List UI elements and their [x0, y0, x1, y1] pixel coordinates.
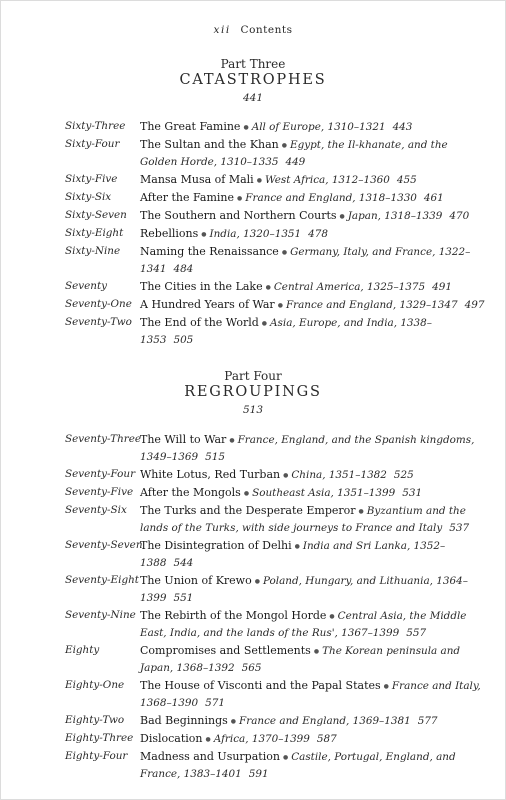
chapter-subtitle: Central Asia, the Middle East, India, and the lands of the Rus', 1367–1399: [140, 610, 467, 639]
chapter-title: White Lotus, Red Turban: [140, 468, 281, 481]
part-three-entries: [65, 118, 485, 349]
chapter-number: Eighty-Two: [65, 714, 125, 726]
chapter-subtitle: West Africa, 1312–1360: [264, 174, 390, 186]
chapter-page-number: 557: [406, 627, 427, 639]
chapter-subtitle: Castile, Portugal, England, and France, 1383–1401: [140, 751, 456, 780]
chapter-number: Sixty-Seven: [65, 209, 127, 221]
part-four-entries: [65, 431, 485, 783]
bullet-separator-icon: ●: [339, 212, 345, 220]
chapter-text: [140, 572, 485, 607]
bullet-separator-icon: ●: [254, 577, 260, 585]
chapter-page-number: 525: [393, 469, 414, 481]
chapter-subtitle: Byzantium and the lands of the Turks, with side journeys to France and Italy: [140, 505, 466, 534]
chapter-page-number: 544: [173, 557, 194, 569]
chapter-title: Dislocation: [140, 732, 203, 745]
part-label: Part Four: [224, 369, 282, 383]
bullet-separator-icon: ●: [229, 436, 235, 444]
chapter-subtitle: Germany, Italy, and France, 1322–1341: [140, 246, 471, 275]
toc-entry: [65, 730, 485, 748]
chapter-text: [140, 502, 485, 537]
chapter-title: The Turks and the Desperate Emperor: [140, 504, 356, 517]
bullet-separator-icon: ●: [294, 542, 300, 550]
bullet-separator-icon: ●: [281, 248, 288, 256]
toc-entry: [65, 431, 485, 466]
toc-entry: [65, 607, 485, 642]
chapter-number: Seventy-Three: [65, 433, 142, 445]
bullet-separator-icon: ●: [329, 612, 335, 620]
chapter-number: Seventy-Six: [65, 504, 127, 516]
bullet-separator-icon: ●: [383, 682, 389, 690]
toc-entry: [65, 466, 485, 484]
chapter-title: The End of the World: [140, 316, 259, 329]
bullet-separator-icon: ●: [237, 194, 243, 202]
bullet-separator-icon: ●: [283, 471, 289, 479]
chapter-number: Seventy-Five: [65, 486, 134, 498]
toc-entry: [65, 171, 485, 189]
chapter-number: Seventy-Eight: [65, 574, 139, 586]
part-title: REGROUPINGS: [184, 384, 322, 400]
chapter-subtitle: France and Italy, 1368–1390: [140, 680, 481, 709]
chapter-text: [140, 314, 485, 349]
part-four-heading: [1, 369, 505, 417]
chapter-text: [140, 136, 485, 171]
bullet-separator-icon: ●: [256, 176, 262, 184]
chapter-number: Sixty-Four: [65, 138, 120, 150]
chapter-title: The Union of Krewo: [140, 574, 252, 587]
toc-entry: [65, 189, 485, 207]
chapter-page-number: 491: [432, 281, 452, 293]
chapter-page-number: 449: [285, 156, 306, 168]
bullet-separator-icon: ●: [277, 301, 283, 309]
toc-entry: [65, 712, 485, 730]
toc-entry: [65, 278, 485, 296]
chapter-title: The Sultan and the Khan: [140, 138, 279, 151]
toc-entry: [65, 748, 485, 783]
chapter-text: [140, 296, 485, 314]
toc-entry: [65, 243, 485, 278]
chapter-page-number: 571: [205, 697, 225, 709]
bullet-separator-icon: ●: [282, 753, 289, 761]
chapter-title: The Disintegration of Delhi: [140, 539, 292, 552]
chapter-page-number: 515: [205, 451, 225, 463]
chapter-page-number: 577: [417, 715, 438, 727]
chapter-subtitle: Africa, 1370–1399: [213, 733, 310, 745]
chapter-number: Sixty-Three: [65, 120, 126, 132]
chapter-page-number: 478: [308, 228, 328, 240]
chapter-number: Sixty-Eight: [65, 227, 124, 239]
chapter-number: Seventy-One: [65, 298, 132, 310]
chapter-text: [140, 607, 485, 642]
chapter-title: The Southern and Northern Courts: [140, 209, 337, 222]
toc-entry: [65, 296, 485, 314]
chapter-number: Seventy: [65, 280, 108, 292]
chapter-text: [140, 748, 485, 783]
chapter-page-number: 470: [449, 210, 470, 222]
toc-entry: [65, 207, 485, 225]
chapter-title: Madness and Usurpation: [140, 750, 280, 763]
toc-entry: [65, 502, 485, 537]
part-label: Part Three: [220, 57, 286, 71]
part-three-heading: [1, 57, 505, 105]
toc-entry: [65, 677, 485, 712]
chapter-title: Naming the Renaissance: [140, 245, 279, 258]
bullet-separator-icon: ●: [243, 123, 249, 131]
chapter-page-number: 497: [464, 299, 485, 311]
chapter-title: After the Famine: [140, 191, 235, 204]
part-page-number: 441: [242, 92, 264, 104]
chapter-title: The Cities in the Lake: [140, 280, 263, 293]
chapter-subtitle: Asia, Europe, and India, 1338–1353: [140, 317, 432, 346]
chapter-title: Compromises and Settlements: [140, 644, 311, 657]
toc-entry: [65, 118, 485, 136]
chapter-number: Seventy-Nine: [65, 609, 136, 621]
chapter-subtitle: France and England, 1318–1330: [245, 192, 417, 204]
chapter-text: [140, 171, 485, 189]
chapter-subtitle: France and England, 1329–1347: [285, 299, 458, 311]
toc-entry: [65, 314, 485, 349]
chapter-title: The Rebirth of the Mongol Horde: [140, 609, 327, 622]
chapter-number: Seventy-Four: [65, 468, 136, 480]
toc-entry: [65, 642, 485, 677]
chapter-page-number: 484: [173, 263, 194, 275]
chapter-subtitle: The Korean peninsula and Japan, 1368–1392: [140, 645, 461, 674]
chapter-title: After the Mongols: [140, 486, 241, 499]
chapter-page-number: 591: [248, 768, 269, 780]
chapter-page-number: 455: [396, 174, 417, 186]
chapter-page-number: 587: [316, 733, 337, 745]
chapter-subtitle: Central America, 1325–1375: [273, 281, 426, 293]
chapter-number: Eighty-Three: [65, 732, 134, 744]
toc-entry: [65, 136, 485, 171]
chapter-subtitle: France and England, 1369–1381: [239, 715, 411, 727]
chapter-subtitle: Japan, 1318–1339: [347, 210, 443, 222]
running-head-label: Contents: [240, 24, 293, 36]
chapter-page-number: 505: [173, 334, 194, 346]
chapter-text: [140, 431, 485, 466]
chapter-text: [140, 537, 485, 572]
chapter-subtitle: France, England, and the Spanish kingdoms, 1349–1369: [140, 434, 475, 463]
chapter-text: [140, 466, 485, 484]
chapter-text: [140, 225, 485, 243]
chapter-page-number: 565: [241, 662, 262, 674]
bullet-separator-icon: ●: [201, 230, 207, 238]
chapter-text: [140, 484, 485, 502]
bullet-separator-icon: ●: [281, 141, 288, 149]
chapter-subtitle: All of Europe, 1310–1321: [251, 121, 386, 133]
toc-entry: [65, 537, 485, 572]
chapter-number: Sixty-Nine: [65, 245, 121, 257]
chapter-page-number: 443: [392, 121, 413, 133]
toc-entry: [65, 572, 485, 607]
chapter-number: Sixty-Six: [65, 191, 112, 203]
chapter-title: The Will to War: [140, 433, 227, 446]
chapter-subtitle: Egypt, the Il-khanate, and the Golden Horde, 1310–1335: [140, 139, 448, 168]
bullet-separator-icon: ●: [265, 283, 271, 291]
bullet-separator-icon: ●: [358, 507, 364, 515]
chapter-number: Eighty: [65, 644, 100, 656]
chapter-subtitle: India and Sri Lanka, 1352–1388: [140, 540, 446, 569]
chapter-title: Mansa Musa of Mali: [140, 173, 254, 186]
chapter-text: [140, 730, 485, 748]
chapter-title: A Hundred Years of War: [140, 298, 275, 311]
chapter-title: Rebellions: [140, 227, 199, 240]
folio: xii: [213, 24, 231, 36]
chapter-number: Seventy-Seven: [65, 539, 143, 551]
chapter-page-number: 537: [449, 522, 470, 534]
bullet-separator-icon: ●: [243, 489, 250, 497]
chapter-number: Eighty-Four: [65, 750, 128, 762]
chapter-title: The House of Visconti and the Papal States: [140, 679, 381, 692]
bullet-separator-icon: ●: [205, 735, 211, 743]
chapter-subtitle: Southeast Asia, 1351–1399: [252, 487, 396, 499]
chapter-text: [140, 207, 485, 225]
chapter-text: [140, 677, 485, 712]
bullet-separator-icon: ●: [261, 319, 268, 327]
part-page-number: 513: [242, 404, 264, 416]
chapter-number: Eighty-One: [65, 679, 125, 691]
chapter-subtitle: China, 1351–1382: [291, 469, 387, 481]
chapter-text: [140, 278, 485, 296]
running-head: [1, 24, 505, 36]
bullet-separator-icon: ●: [230, 717, 237, 725]
chapter-number: Seventy-Two: [65, 316, 132, 328]
chapter-text: [140, 189, 485, 207]
chapter-page-number: 531: [402, 487, 423, 499]
chapter-text: [140, 243, 485, 278]
chapter-text: [140, 712, 485, 730]
chapter-page-number: 461: [423, 192, 444, 204]
part-title: CATASTROPHES: [179, 72, 327, 88]
chapter-text: [140, 118, 485, 136]
bullet-separator-icon: ●: [313, 647, 320, 655]
chapter-subtitle: India, 1320–1351: [209, 228, 302, 240]
chapter-title: The Great Famine: [140, 120, 241, 133]
toc-entry: [65, 484, 485, 502]
chapter-number: Sixty-Five: [65, 173, 118, 185]
chapter-text: [140, 642, 485, 677]
chapter-page-number: 551: [173, 592, 194, 604]
toc-entry: [65, 225, 485, 243]
chapter-title: Bad Beginnings: [140, 714, 228, 727]
chapter-subtitle: Poland, Hungary, and Lithuania, 1364–1399: [140, 575, 468, 604]
